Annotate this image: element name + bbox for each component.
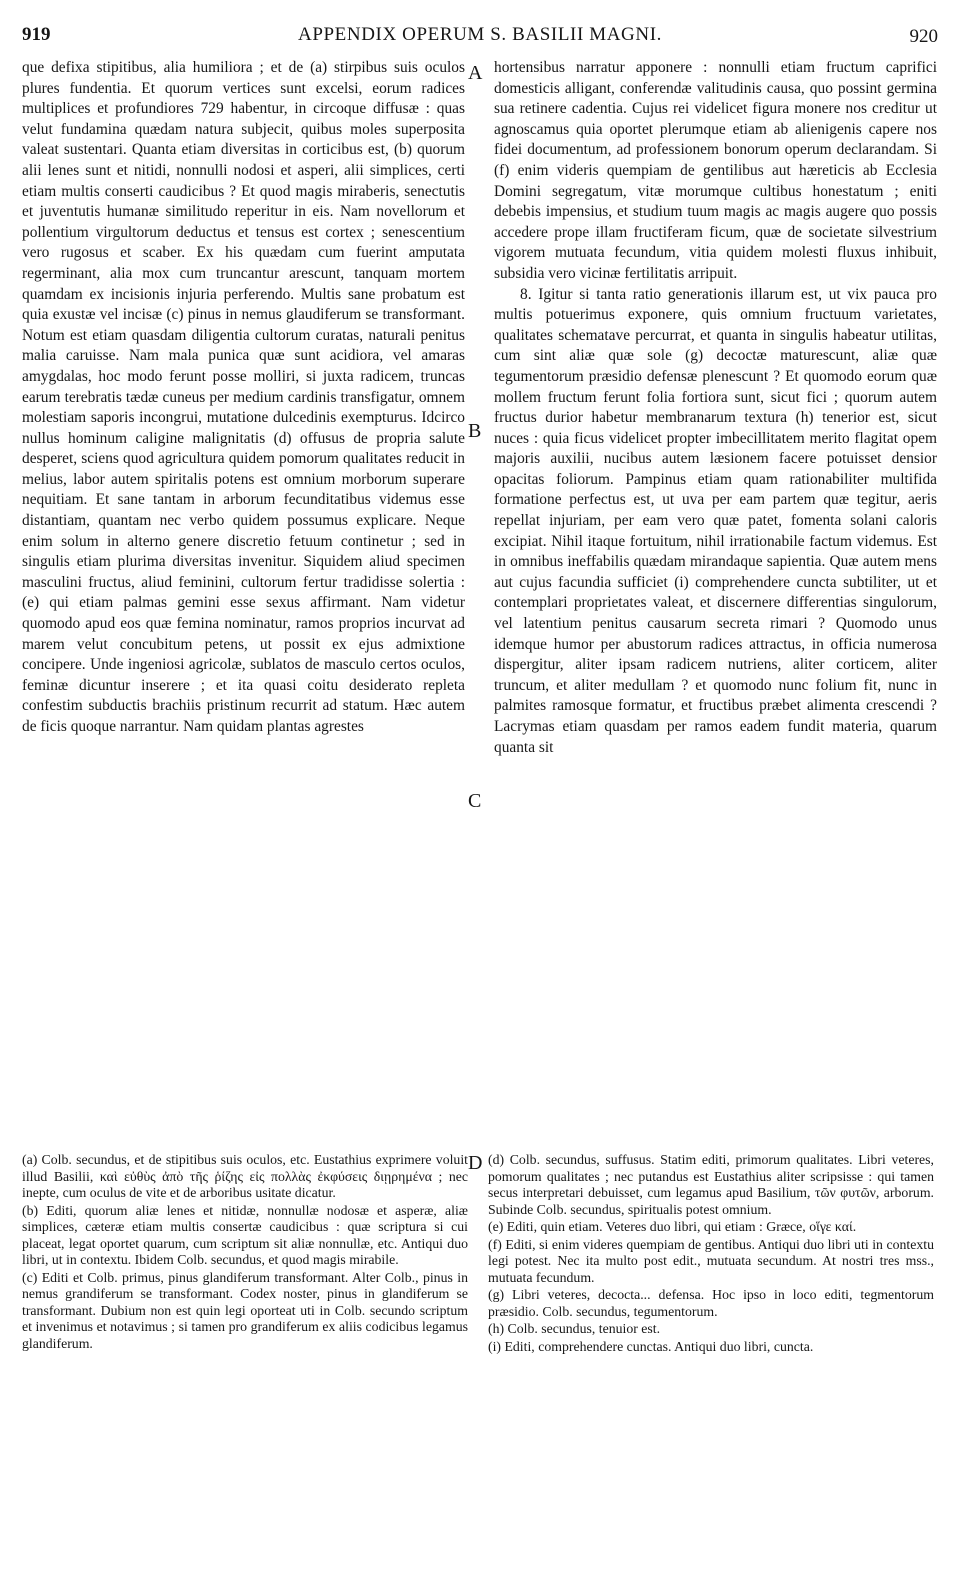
footnotes-right <box>488 1152 934 1356</box>
footnote-a: (a) Colb. secundus, et de stipitibus suis oculos, etc. Eustathius exprimere voluit illud Basilii, καὶ εὐθὺς ἀπὸ τῆς ῥίζης εἰς πολλὰς ἐκφύσεις διῃρημένα ; nec inepte, cum oculus de vite et de arboribus usitate dicatur. <box>22 1152 468 1200</box>
footnote-e: (e) Editi, quin etiam. Veteres duo libri, qui etiam : Græce, οἵγε καί. <box>488 1219 857 1234</box>
page-number-left: 919 <box>22 24 51 45</box>
running-header <box>22 24 938 54</box>
footnote-b: (b) Editi, quorum aliæ lenes et nitidæ, nonnullæ nodosæ et asperæ, aliæ simplices, cæteræ etiam multis consertæ caudicibus : quæ scriptura si cui placeat, legat oportet quarum, cum scriptum sit aliæ nonnullæ, etc. Antiqui duo libri, ut in contextu. Ibidem Colb. secundus, et quod magis mirabile. <box>22 1202 468 1267</box>
right-text-column <box>494 58 937 1123</box>
footnote-h: (h) Colb. secundus, tenuior est. <box>488 1321 661 1336</box>
margin-marker-d: D <box>468 1152 483 1174</box>
running-title: APPENDIX OPERUM S. BASILII MAGNI. <box>298 24 662 45</box>
right-paragraph-2: 8. Igitur si tanta ratio generationis illarum est, ut vix pauca pro multis potuerimus exponere, quis omnium fructuum varietates, qualitates schematave percurrat, et quanta in singulis habeatur utilitas, cum sint aliæ quæ sole (g) decoctæ maturescunt, aliæ quæ tegumentorum præsidio defensæ plenescunt ? Et quomodo eorum quæ mollem fructum ferunt folia fortiora sunt, sicut fici ; quorum autem fructus durior habetur membranarum textura (h) tenerior est, sicut nuces : quia ficus videlicet propter imbecillitatem merito flagitat opem majoris auxilii, nucibus autem læsionem facere potuisset densior opacitas foliorum. Pampinus etiam quam rationabiliter multifida formatione perfectus est, ut uva per eam partem quæ tegitur, aeris repellat injuriam, per eam vero quæ patet, fomenta solani caloris excipiat. Nihil itaque fortuitum, nihil irrationabile factum videmus. Est in omnibus ineffabilis quædam mirandaque sapientia. Quæ autem mens aut cujus facundia sufficiet (i) comprehendere cuncta subtiliter, ut et contemplari proprietates valeat, et discernere differentias singulorum, vel latentium penitus causarum secreta rimari ? Quomodo unus idemque humor per abustorum radices attractus, in officia numerosa dispergitur, aliter ipsam radicem nutriens, aliter corticem, aliter truncum, et aliter medullam ? et quomodo nunc folium fit, nunc in palmites ramosque formatur, et fructibus præbet alimenta crescendi ? Lacrymas etiam quasdam per ramos eadem fundit materia, quarum quanta sit <box>494 285 937 756</box>
right-paragraph-1: hortensibus narratur apponere : nonnulli etiam fructum caprifici domesticis alligant, conferendæ valitudinis causa, quo possint germina sua retinere cadentia. Cujus rei videlicet figura monere nos creditur ut agnoscamus quia oportet plerumque etiam ab alienigenis capere nos fidei documentum, ad professionem bonorum operum declarandam. Si (f) enim videris quempiam de gentilibus aut hæreticis ab Ecclesia Domini segregatum, vitæ morumque cultibus honestatum ; eniti debebis impensius, et studium tuum magis ac magis augere quo possis accedere prope illam fructiferam ficum, quæ de societate silvestrium vigorem mutuata fecundum, vitia quidem molesti fluxus inhibuit, subsidia vero vicinæ fertilitatis arripuit. <box>494 59 937 282</box>
left-column-text: que defixa stipitibus, alia humiliora ; et de (a) stirpibus suis oculos plures fundentia. Et quorum vertices sunt excelsi, eorum radices multiplices et profundiores 729 habentur, in circoque diffusæ : quas velut fundamina quædam natura subjecit, quibus moles superposita valeat sustentari. Quanta etiam diversitas in corticibus est, (b) quorum alii lenes sunt et nitidi, nonnulli nodosi et asperi, alii simplices, certi etiam multis conserti caudicibus ? Et quod magis miraberis, senectutis et juventutis humanæ similitudo reperitur in eis. Nam novellorum et pollentium virgultorum deductus et tensus est cortex ; senescentium vero rugosus et scaber. Ex his quædam cum fuerint amputata regerminant, alia mox cum truncantur arescunt, tanquam mortem quamdam ex incisionis injuria perferendo. Multis sane probatum est quia exustæ vel incisæ (c) pinus in nemus glaudiferum se transformant. Notum est etiam quasdam diligentia cultorum curatas, naturali penitus malia caruisse. Nam mala punica quæ sunt acidiora, vel amaras amygdalas, hoc modo ferunt posse molliri, si juxta radicem, truncas earum terebratis tædæ cuneus per medium cardinis transfigatur, omnem molestiam saporis incongrui, mutatione dulcedinis exempturus. Idcirco nullus hominum caligine malignitatis (d) offusus de propria salute desperet, sciens quod agricultura quidem pomorum qualitates reducit in melius, labor autem spiritalis potens est omnium morborum superare nequitiam. Et sane tantam in arborum fecunditatibus videmus esse distantiam, quantam nec verbo quidem possumus explicare. Neque enim solum in alterno genere discretio fetuum continetur ; sed in singulis etiam plurima diversitas invenitur. Siquidem aliud specimen masculini fructus, aliud feminini, cultorum fertur tradidisse solertia : (e) qui etiam palmas gemini esse sexus affirmant. Nam videtur quomodo apud eos quæ femina nominatur, ramos proprios incurvat ad marem velut concubitum petens, ut possit ex ejus admixtione concipere. Unde ingeniosi agricolæ, sublatos de masculo certos oculos, feminæ dicuntur inserere ; et ita quasi coitu desiderato repleta confestim subductis brachiis pristinum recurrit ad statum. Hæc autem de ficis quoque narrantur. Nam quidam plantas agrestes <box>22 59 465 735</box>
footnotes-left <box>22 1152 468 1353</box>
margin-marker-c: C <box>468 790 482 812</box>
margin-marker-b: B <box>468 420 482 442</box>
footnote-g: (g) Libri veteres, decocta... defensa. Hoc ipso in loco editi, tegmentorum præsidio. Colb. secundus, tegumentorum. <box>488 1287 934 1319</box>
left-text-column <box>22 58 465 1123</box>
footnote-i: (i) Editi, comprehendere cunctas. Antiqui duo libri, cuncta. <box>488 1338 814 1354</box>
margin-marker-a: A <box>468 62 483 84</box>
page-number-right: 920 <box>909 26 938 47</box>
footnote-c: (c) Editi et Colb. primus, pinus glandiferum transformant. Alter Colb., pinus in nemus grandiferum se transformant. Codex noster, pinus in glandiferum se transformant. Dubium non est quin legi oporteat uti in Colb. secundo scriptum et invenimus et notavimus ; si tamen pro grandiferum ex aliis codicibus legamus glandiferum. <box>22 1269 468 1351</box>
footnote-f: (f) Editi, si enim videres quempiam de gentibus. Antiqui duo libri uti in contextu legi potest. Nec ita multo post edit., mutuata secundum. At nostri tres mss., mutuata fecundum. <box>488 1236 934 1285</box>
footnote-d: (d) Colb. secundus, suffusus. Statim editi, primorum qualitates. Libri veteres, pomorum qualitates ; nec putandus est Eustathius aliter scripsisse : qui tamen secus interpretari debuisset, cum legamus apud Basilium, τῶν φυτῶν, arborum. Subinde Colb. secundus, spiritualis potest omnium. <box>488 1152 934 1217</box>
